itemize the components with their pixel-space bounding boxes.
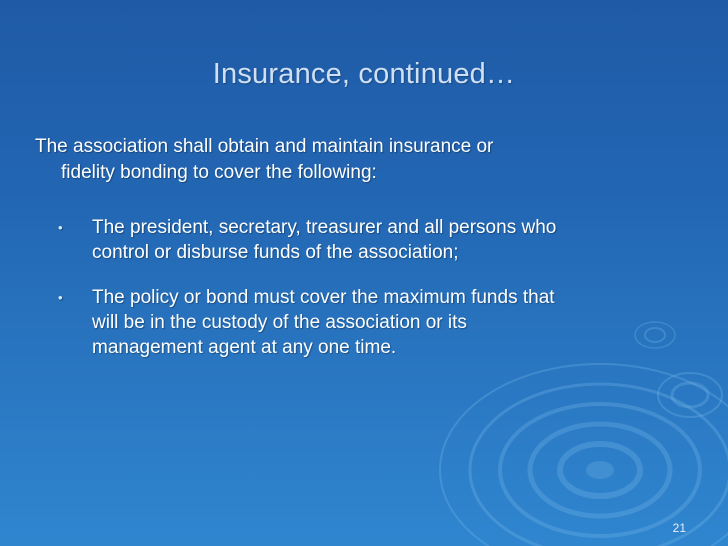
slide-title: Insurance, continued… <box>212 58 516 90</box>
bullet-list <box>58 215 708 380</box>
bullet-line: The president, secretary, treasurer and all persons who <box>92 217 557 238</box>
intro-line: fidelity bonding to cover the following: <box>61 162 377 183</box>
intro-line: The association shall obtain and maintain insurance or <box>35 136 494 157</box>
bullet-marker: • <box>58 220 63 235</box>
intro-paragraph <box>35 134 635 186</box>
page-number: 21 <box>672 521 686 535</box>
bullet-item <box>58 285 708 360</box>
bullet-line: control or disburse funds of the association; <box>92 242 459 263</box>
bullet-line: will be in the custody of the association or its <box>92 312 467 333</box>
bullet-line: management agent at any one time. <box>92 337 397 358</box>
bullet-marker: • <box>58 290 63 305</box>
bullet-line: The policy or bond must cover the maximum funds that <box>92 287 555 308</box>
bullet-item <box>58 215 708 265</box>
